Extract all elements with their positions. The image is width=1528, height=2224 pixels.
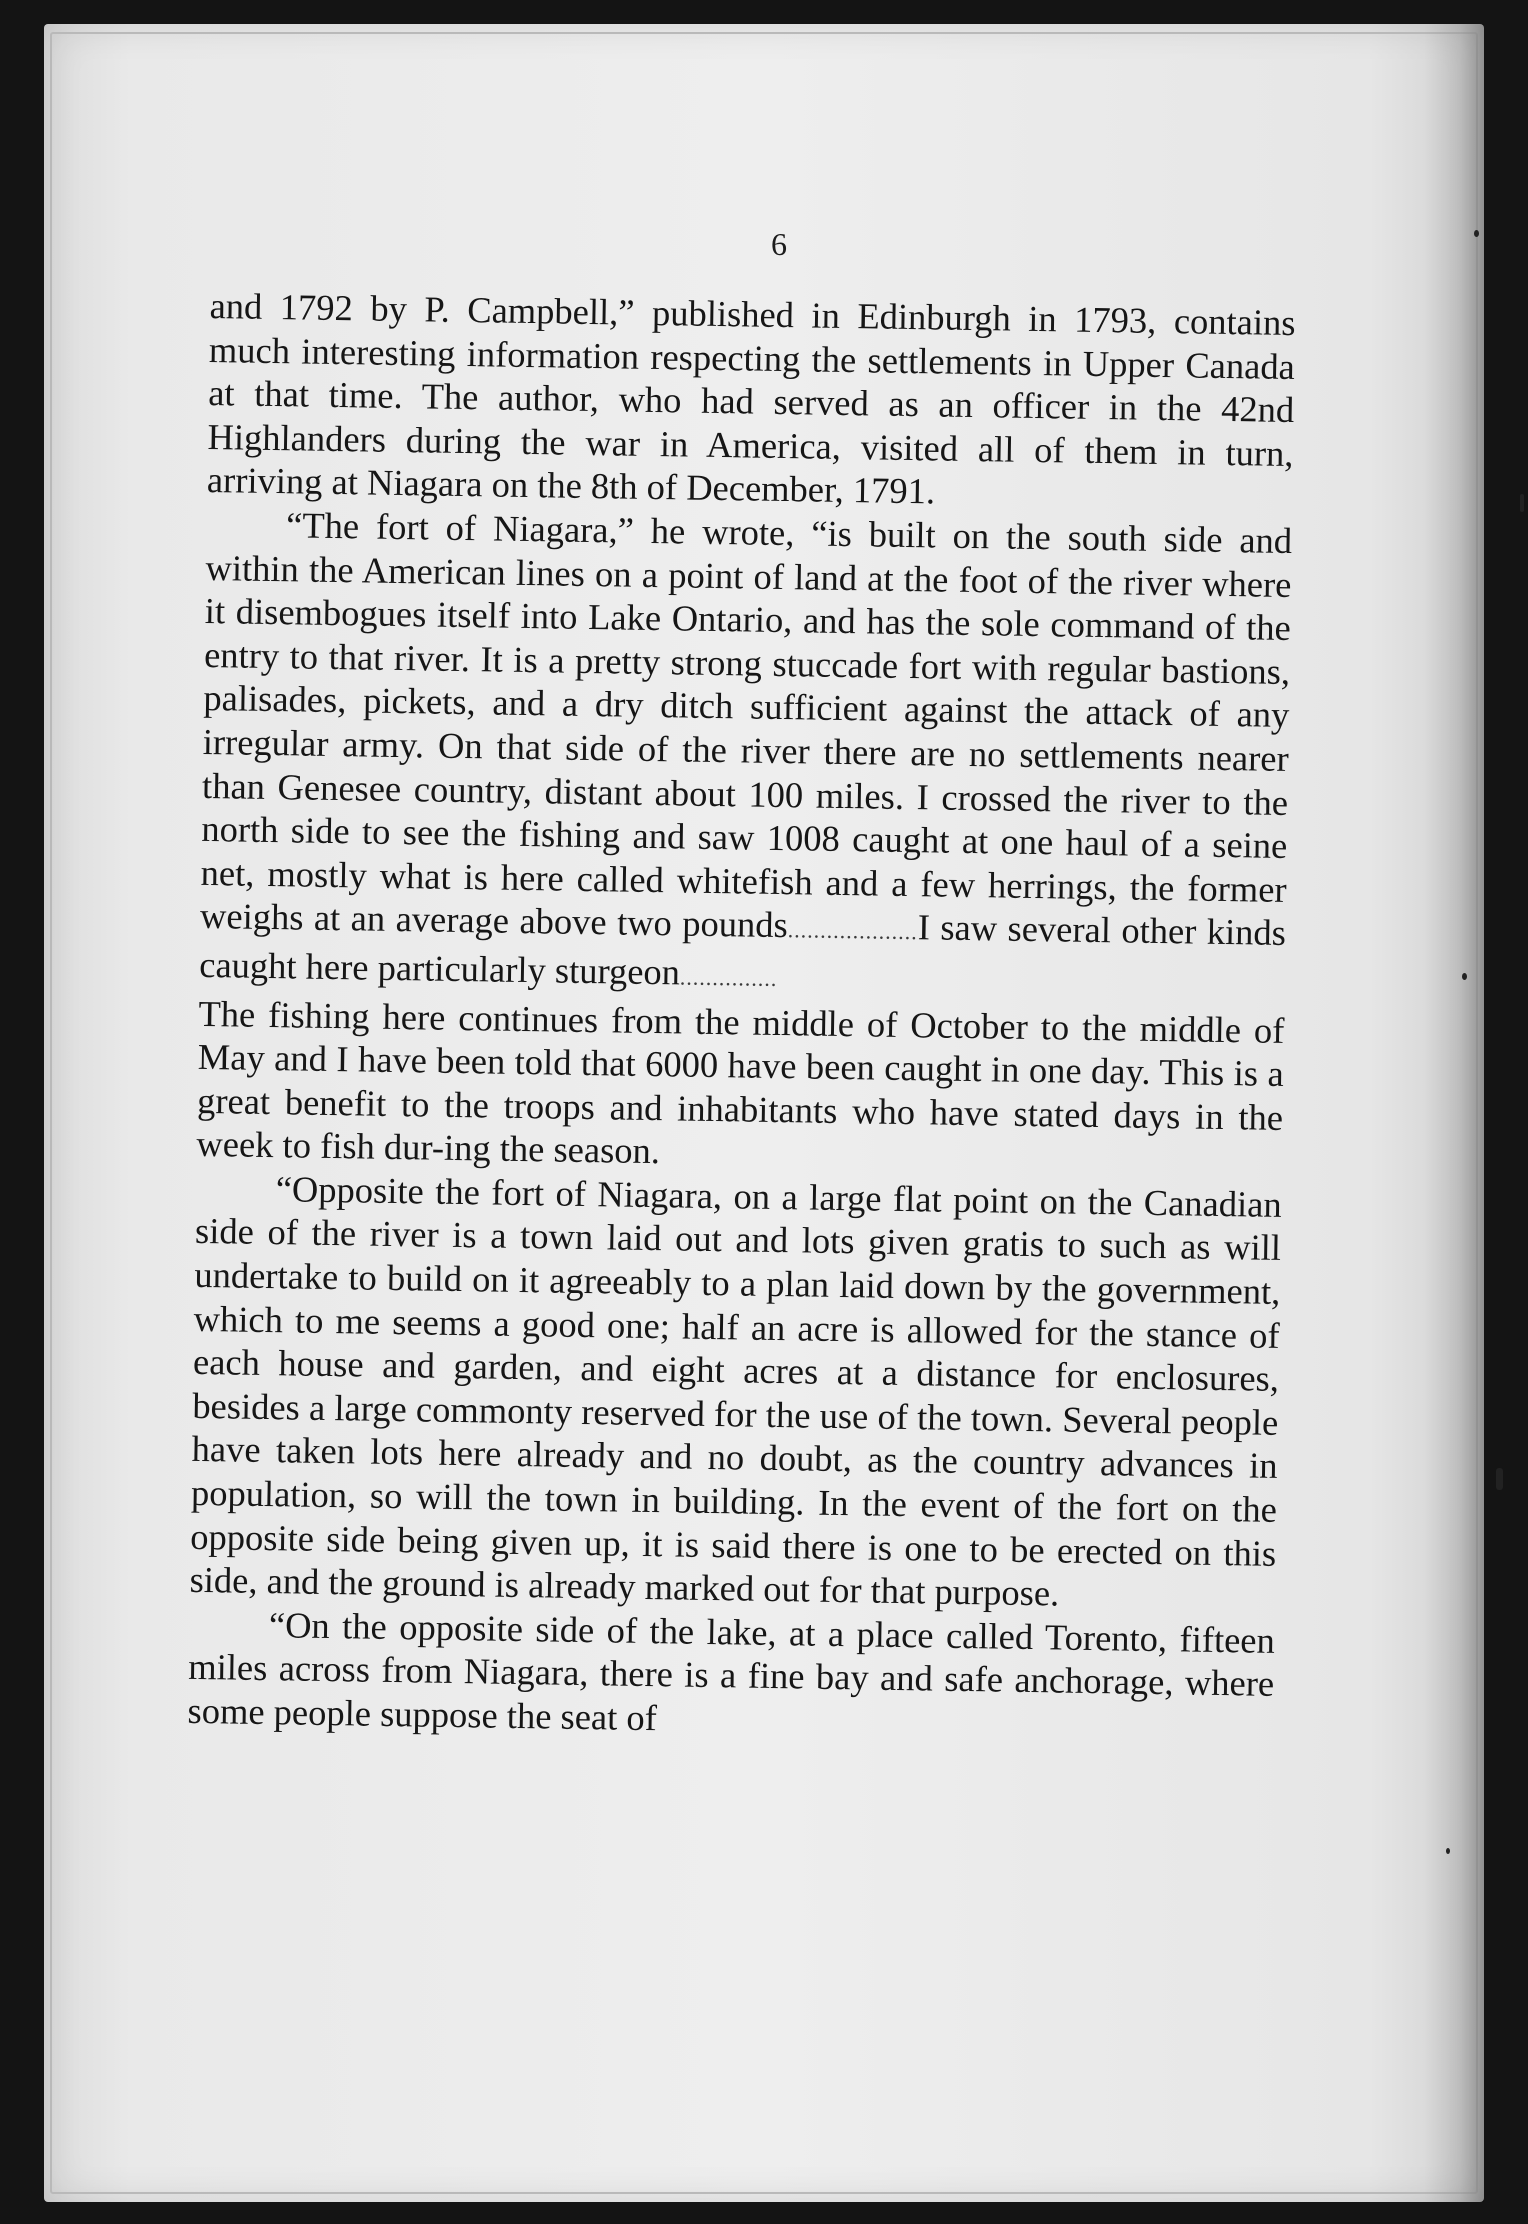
scan-speck: [1446, 1848, 1450, 1854]
paragraph-5: “On the opposite side of the lake, at a place called Torento, fifteen miles across from Niagara, there is a fine bay and safe anchorage, where some people suppose the seat of: [187, 1603, 1276, 1739]
scan-speck: [1520, 494, 1524, 512]
page-number: 6: [771, 226, 787, 262]
paragraph-1: and 1792 by P. Campbell,” published in Edinburgh in 1793, contains much interesting information respecting the settlements in Upper Canada at that time. The author, who had served as an officer in the 42nd Highlanders during the war in America, visited all of them in turn, arriving at Niagara on the 8th of December, 1791.: [206, 284, 1296, 512]
dotted-leader-2: ...............: [679, 964, 778, 991]
body-text: [187, 284, 1296, 1749]
scan-speck: [1462, 973, 1467, 980]
scan-speck: [1474, 230, 1479, 237]
paragraph-2-part-b: I saw several other kinds caught here particularly sturgeon: [198, 906, 1287, 993]
paragraph-4: “Opposite the fort of Niagara, on a large flat point on the Canadian side of the river is a town laid out and lots given gratis to such as will undertake to build on it agreeably to a plan laid down by the government, which to me seems a good one; half an acre is allowed for the stance of each house and garden, and eight acres at a distance for enclosures, besides a large commonty reserved for the use of the town. Several people have taken lots here already and no doubt, as the country advances in population, so will the town in building. In the event of the fort on the opposite side being given up, it is said there is one to be erected on this side, and the ground is already marked out for that purpose.: [189, 1168, 1282, 1614]
scan-speck: [1496, 1468, 1503, 1490]
page-edge-shadow: [1424, 24, 1484, 2202]
dotted-leader-1: ....................: [787, 917, 918, 945]
paragraph-2-part-a: “The fort of Niagara,” he wrote, “is built on the south side and within the American lines on a point of land at the foot of the river where it disembogues itself into Lake Ontario, and has the sole command of the entry to that river. It is a pretty strong stuccade fort with regular bastions, palisades, pickets, and a dry ditch sufficient against the attack of any irregular army. On that side of the river there are no settlements nearer than Genesee country, distant about 100 miles. I crossed the river to the north side to see the fishing and saw 1008 caught at one haul of a seine net, mostly what is here called whitefish and a few herrings, the former weighs at an average above two pounds: [199, 504, 1293, 946]
paragraph-2: [199, 502, 1293, 1009]
paragraph-3: The fishing here continues from the middle of October to the middle of May and I have been told that 6000 have been caught in one day. This is a great benefit to the troops and inhabitants who have stated days in the week to fish dur-ing the season.: [196, 992, 1285, 1172]
